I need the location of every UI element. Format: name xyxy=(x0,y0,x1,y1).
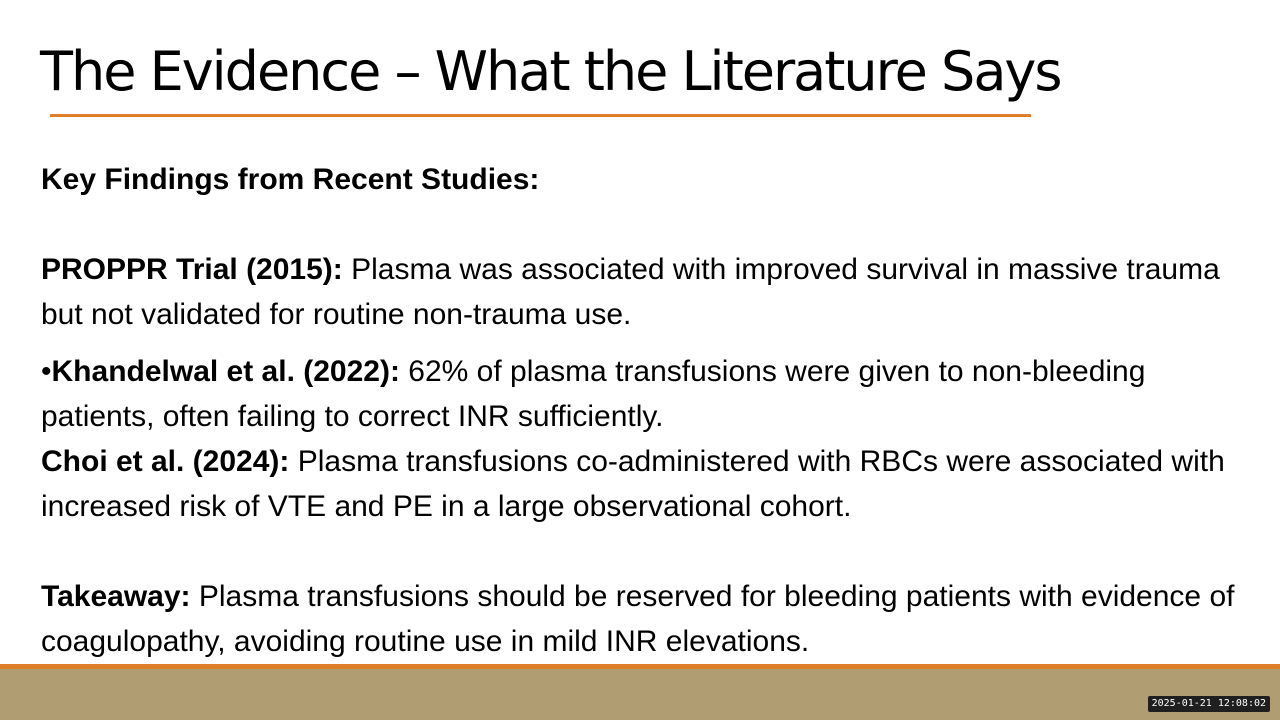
takeaway xyxy=(41,574,1256,664)
takeaway-text: Plasma transfusions should be reserved for bleeding patients with evidence of coagulopathy, avoiding routine use in mild INR elevations. xyxy=(41,580,1235,658)
slide-body xyxy=(41,157,1256,664)
finding-proppr xyxy=(41,247,1256,337)
finding-proppr-label: PROPPR Trial (2015): xyxy=(41,253,343,286)
title-underline xyxy=(50,114,1031,117)
finding-khandelwal-label: Khandelwal et al. (2022): xyxy=(51,355,400,388)
findings-heading: Key Findings from Recent Studies: xyxy=(41,163,540,196)
footer-band xyxy=(0,669,1280,720)
finding-choi xyxy=(41,439,1256,529)
timestamp-overlay: 2025-01-21 12:08:02 xyxy=(1148,696,1270,712)
finding-khandelwal-bullet: • xyxy=(41,355,52,388)
finding-proppr-text: Plasma was associated with improved survival in massive trauma but not validated for routine non-trauma use. xyxy=(41,253,1220,331)
takeaway-label: Takeaway: xyxy=(41,580,191,613)
slide-title: The Evidence – What the Literature Says xyxy=(40,40,1061,103)
finding-khandelwal xyxy=(41,349,1256,439)
finding-choi-text: Plasma transfusions co-administered with RBCs were associated with increased risk of VTE and PE in a large observational cohort. xyxy=(41,445,1225,523)
finding-khandelwal-text: 62% of plasma transfusions were given to non-bleeding patients, often failing to correct INR sufficiently. xyxy=(41,355,1146,433)
finding-choi-label: Choi et al. (2024): xyxy=(41,445,290,478)
